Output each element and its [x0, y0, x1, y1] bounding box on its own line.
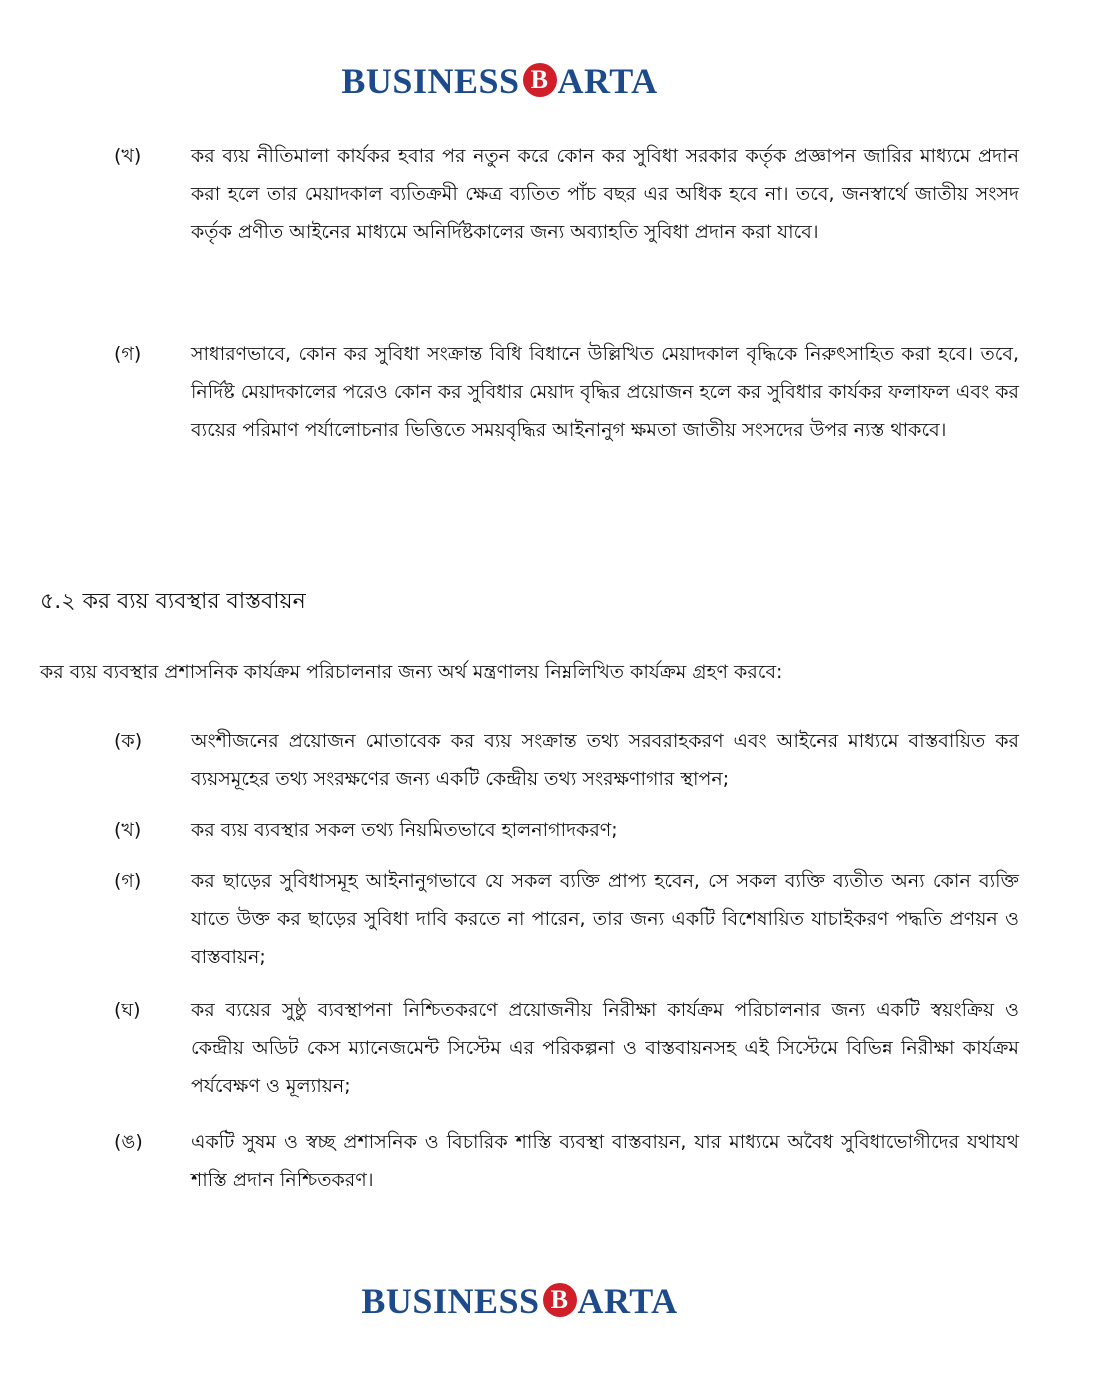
list-item — [114, 991, 1019, 1105]
logo-text-arta: ARTA — [557, 61, 658, 101]
item-label: (ঘ) — [114, 999, 141, 1021]
list-item — [114, 137, 1019, 251]
logo-text-business: BUSINESS — [361, 1281, 540, 1321]
item-text: অংশীজনের প্রয়োজন মোতাবেক কর ব্যয় সংক্রান্ত তথ্য সরবরাহকরণ এবং আইনের মাধ্যমে বাস্তবায়িত কর ব্যয়সমূহের তথ্য সংরক্ষণের জন্য একটি কেন্দ্রীয় তথ্য সংরক্ষণাগার স্থাপন; — [191, 730, 1019, 790]
logo-text-business: BUSINESS — [341, 61, 520, 101]
footer-logo — [0, 1280, 1074, 1322]
item-text: একটি সুষম ও স্বচ্ছ প্রশাসনিক ও বিচারিক শাস্তি ব্যবস্থা বাস্তবায়ন, যার মাধ্যমে অবৈধ সুবিধাভোগীদের যথাযথ শাস্তি প্রদান নিশ্চিতকরণ। — [191, 1131, 1019, 1191]
list-item — [114, 811, 1019, 849]
item-text: কর ব্যয় ব্যবস্থার সকল তথ্য নিয়মিতভাবে হালনাগাদকরণ; — [191, 819, 618, 841]
list-item — [114, 862, 1019, 976]
item-label: (ঙ) — [114, 1131, 143, 1153]
item-text: কর ব্যয়ের সুষ্ঠু ব্যবস্থাপনা নিশ্চিতকরণে প্রয়োজনীয় নিরীক্ষা কার্যক্রম পরিচালনার জন্য একটি স্বয়ংক্রিয় ও কেন্দ্রীয় অডিট কেস ম্যানেজমেন্ট সিস্টেম এর পরিকল্পনা ও বাস্তবায়নসহ এই সিস্টেমে বিভিন্ন নিরীক্ষা কার্যক্রম পর্যবেক্ষণ ও মূল্যায়ন; — [191, 999, 1019, 1097]
item-label: (খ) — [114, 819, 142, 841]
logo-b-mark: B — [543, 1283, 577, 1317]
item-text: কর ব্যয় নীতিমালা কার্যকর হবার পর নতুন করে কোন কর সুবিধা সরকার কর্তৃক প্রজ্ঞাপন জারির মাধ্যমে প্রদান করা হলে তার মেয়াদকাল ব্যতিক্রমী ক্ষেত্র ব্যতিত পাঁচ বছর এর অধিক হবে না। তবে, জনস্বার্থে জাতীয় সংসদ কর্তৃক প্রণীত আইনের মাধ্যমে অনির্দিষ্টকালের জন্য অব্যাহতি সুবিধা প্রদান করা যাবে। — [191, 145, 1019, 243]
item-text: কর ছাড়ের সুবিধাসমূহ আইনানুগভাবে যে সকল ব্যক্তি প্রাপ্য হবেন, সে সকল ব্যক্তি ব্যতীত অন্য কোন ব্যক্তি যাতে উক্ত কর ছাড়ের সুবিধা দাবি করতে না পারেন, তার জন্য একটি বিশেষায়িত যাচাইকরণ পদ্ধতি প্রণয়ন ও বাস্তবায়ন; — [191, 870, 1019, 968]
item-label: (ক) — [114, 730, 143, 752]
item-label: (খ) — [114, 145, 142, 167]
section-heading: ৫.২ কর ব্যয় ব্যবস্থার বাস্তবায়ন — [40, 589, 306, 614]
header-logo — [0, 60, 1054, 102]
logo-text-arta: ARTA — [577, 1281, 678, 1321]
item-text: সাধারণভাবে, কোন কর সুবিধা সংক্রান্ত বিধি বিধানে উল্লিখিত মেয়াদকাল বৃদ্ধিকে নিরুৎসাহিত করা হবে। তবে, নির্দিষ্ট মেয়াদকালের পরেও কোন কর সুবিধার মেয়াদ বৃদ্ধির প্রয়োজন হলে কর সুবিধার কার্যকর ফলাফল এবং কর ব্যয়ের পরিমাণ পর্যালোচনার ভিত্তিতে সময়বৃদ্ধির আইনানুগ ক্ষমতা জাতীয় সংসদের উপর ন্যস্ত থাকবে। — [191, 343, 1019, 441]
list-item — [114, 722, 1019, 798]
list-item — [114, 335, 1019, 449]
section-intro: কর ব্যয় ব্যবস্থার প্রশাসনিক কার্যক্রম পরিচালনার জন্য অর্থ মন্ত্রণালয় নিম্নলিখিত কার্যক্রম গ্রহণ করবে: — [40, 661, 783, 683]
logo-b-mark: B — [523, 63, 557, 97]
item-label: (গ) — [114, 870, 142, 892]
list-item — [114, 1123, 1019, 1199]
item-label: (গ) — [114, 343, 142, 365]
